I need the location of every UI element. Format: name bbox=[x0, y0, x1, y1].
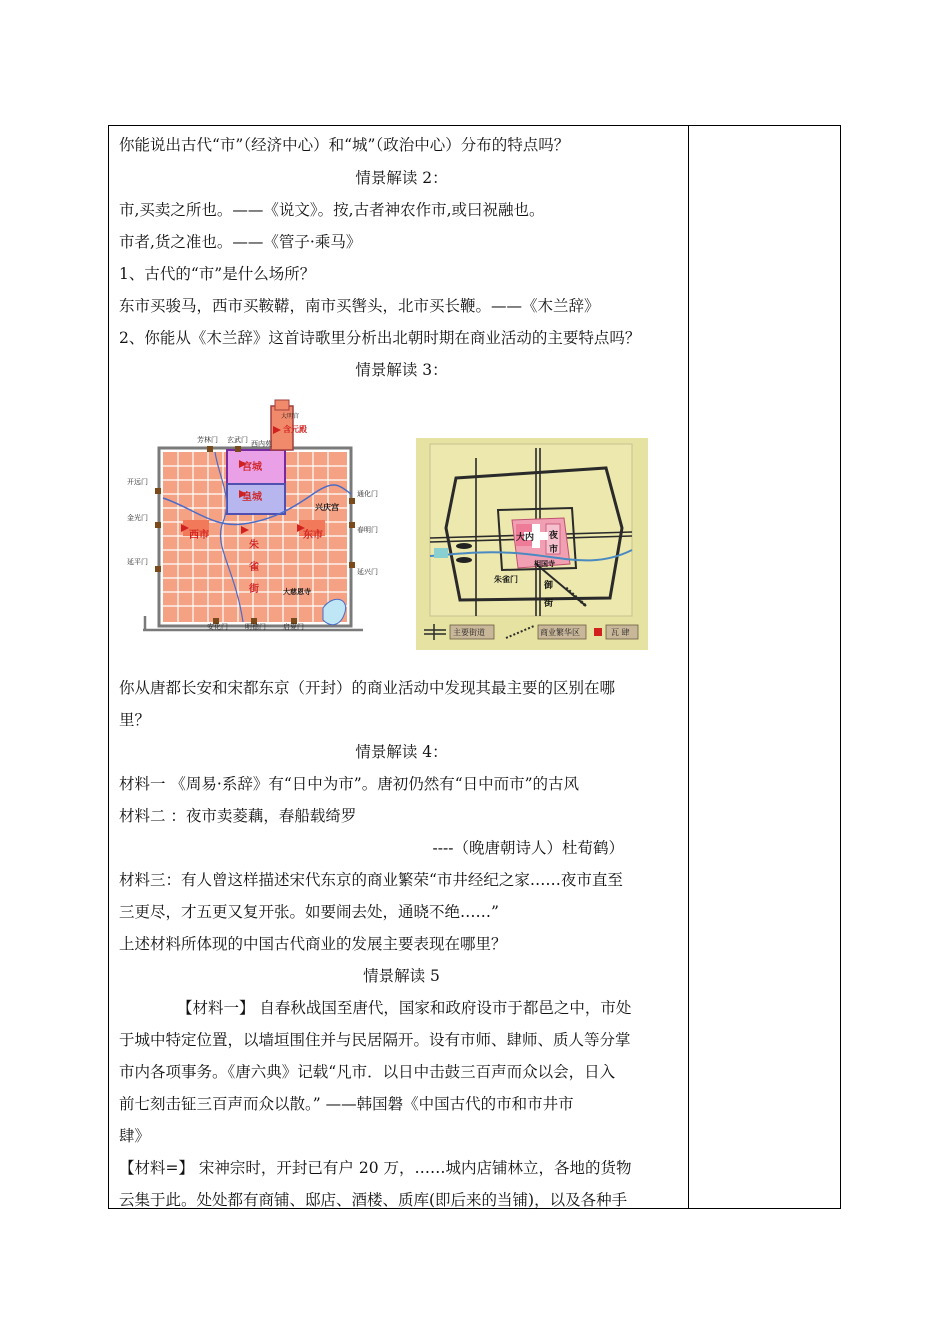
hanyuan-label: 含元殿 bbox=[283, 425, 307, 434]
zhuquemen-label: 朱雀门 bbox=[494, 575, 518, 584]
column-divider bbox=[688, 126, 689, 1208]
gate-qixia: 启夏门 bbox=[283, 623, 304, 631]
daming-label: 大明宫 bbox=[281, 413, 300, 420]
text-line: 上述材料所体现的中国古代商业的发展主要表现在哪里？ bbox=[119, 935, 507, 953]
text-line: 你从唐都长安和宋都东京（开封）的商业活动中发现其最主要的区别在哪 bbox=[119, 679, 616, 697]
palace-label: 宫城 bbox=[242, 462, 262, 473]
text-line: 前七刻击钲三百声而众以散。” ——韩国磐《中国古代的市和市井市 bbox=[119, 1095, 574, 1113]
gate-yanxing: 延兴门 bbox=[357, 568, 378, 576]
text-line: 材料二 ：夜市卖菱藕，春船载绮罗 bbox=[119, 807, 357, 825]
avenue-char-2: 雀 bbox=[249, 562, 259, 573]
text-line: 于城中特定位置，以墙垣围住并与民居隔开。设有市师、肆师、质人等分掌 bbox=[119, 1031, 631, 1049]
xingqing-label: 兴庆宫 bbox=[315, 503, 339, 512]
section-heading: 情景解读 3： bbox=[355, 361, 448, 379]
legend-business-label: 商业繁华区 bbox=[540, 628, 580, 637]
lesson-table bbox=[108, 125, 841, 1209]
text-line: 2、你能从《木兰辞》这首诗歌里分析出北朝时期在商业活动的主要特点吗？ bbox=[119, 329, 641, 347]
avenue-char-3: 街 bbox=[249, 584, 259, 595]
imperial-label: 皇城 bbox=[242, 492, 262, 503]
text-line: 里？ bbox=[119, 711, 151, 729]
text-line: 云集于此。处处都有商铺、邸店、酒楼、质库(即后来的当铺)，以及各种手 bbox=[119, 1191, 628, 1209]
gate-xinei: 西内苑 bbox=[251, 440, 272, 448]
changan-map bbox=[123, 398, 393, 638]
yujie-char-1: 御 bbox=[544, 581, 554, 591]
xiangguosi-label: 相国寺 bbox=[534, 560, 555, 568]
text-line: 材料三：有人曾这样描述宋代东京的商业繁荣“市井经纪之家……夜市直至 bbox=[119, 871, 623, 889]
yujie-char-2: 街 bbox=[544, 599, 554, 609]
section-heading: 情景解读 5 bbox=[363, 967, 440, 985]
yeshi-label-2: 市 bbox=[549, 545, 559, 555]
gate-yanping: 延平门 bbox=[127, 558, 148, 566]
text-line: 市,买卖之所也。——《说文》。按,古者神农作市,或曰祝融也。 bbox=[119, 201, 545, 219]
gate-mingde: 明德门 bbox=[245, 623, 266, 631]
gate-kaiyuan: 开远门 bbox=[127, 478, 148, 486]
text-line: 1、古代的“市”是什么场所？ bbox=[119, 265, 316, 283]
gate-fanglin: 芳林门 bbox=[197, 436, 218, 444]
dongjing-map bbox=[416, 438, 648, 650]
avenue-char-1: 朱 bbox=[249, 540, 259, 551]
text-line: 材料一 《周易·系辞》有“日中为市”。唐初仍然有“日中而市”的古风 bbox=[119, 775, 580, 793]
text-line: 你能说出古代“市”（经济中心）和“城”（政治中心）分布的特点吗？ bbox=[119, 136, 570, 154]
ciensi-label: 大慈恩寺 bbox=[283, 588, 311, 596]
text-line: 市者,货之准也。——《管子·乘马》 bbox=[119, 233, 362, 251]
gate-chunming: 春明门 bbox=[357, 526, 378, 534]
gate-xuanwu: 玄武门 bbox=[227, 436, 248, 444]
text-line: 【材料=】 宋神宗时，开封已有户 20 万，……城内店铺林立，各地的货物 bbox=[119, 1159, 632, 1177]
text-line: 肆》 bbox=[119, 1127, 151, 1145]
gate-anhua: 安化门 bbox=[207, 623, 228, 631]
legend-wasi-label: 瓦 肆 bbox=[611, 628, 630, 637]
yeshi-label-1: 夜 bbox=[549, 531, 559, 541]
text-line: 市内各项事务。《唐六典》记载“凡市．以日中击鼓三百声而众以会，日入 bbox=[119, 1063, 616, 1081]
text-line: ----（晚唐朝诗人）杜荀鹤） bbox=[432, 839, 624, 857]
danei-label: 大内 bbox=[516, 533, 535, 543]
legend-street-label: 主要街道 bbox=[453, 628, 485, 637]
text-line: 东市买骏马，西市买鞍鞯，南市买辔头，北市买长鞭。——《木兰辞》 bbox=[119, 297, 600, 315]
text-line: 【材料一】 自春秋战国至唐代，国家和政府设市于都邑之中，市处 bbox=[177, 999, 632, 1017]
east-market-label: 东市 bbox=[303, 530, 323, 541]
section-heading: 情景解读 2： bbox=[355, 169, 448, 187]
west-market-label: 西市 bbox=[189, 530, 209, 541]
gate-jinguang: 金光门 bbox=[127, 514, 148, 522]
section-heading: 情景解读 4： bbox=[355, 743, 448, 761]
text-line: 三更尽，才五更又复开张。如要闹去处，通晓不绝……” bbox=[119, 903, 499, 921]
gate-tonghua: 通化门 bbox=[357, 490, 378, 498]
